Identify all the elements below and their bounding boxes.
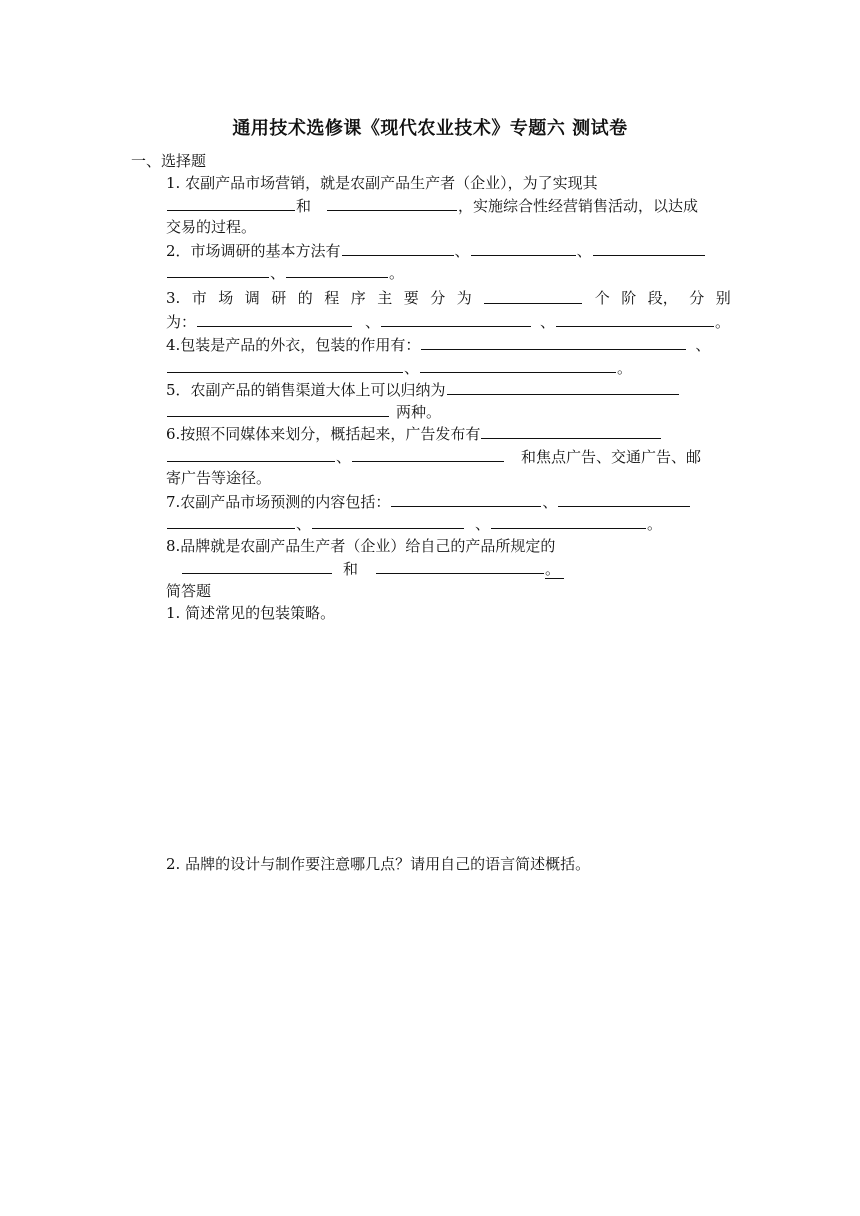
separator: 、 <box>576 242 592 260</box>
question-3-char: 为 <box>456 289 472 307</box>
question-5-line-2 <box>166 400 441 423</box>
answer-blank[interactable] <box>167 261 269 278</box>
question-1-text: 1. 农副产品市场营销，就是农副产品生产者（企业），为了实现其 <box>166 174 598 192</box>
question-1-line-1 <box>166 172 598 194</box>
question-3-char: 别 <box>715 289 731 307</box>
question-5-text: 5．农副产品的销售渠道大体上可以归纳为 <box>166 381 446 399</box>
question-4-line-2 <box>166 356 632 379</box>
question-8-line-2 <box>166 557 564 580</box>
question-3-char: 市 <box>191 289 207 307</box>
answer-blank[interactable] <box>286 261 388 278</box>
separator: 、 <box>695 336 711 354</box>
answer-blank[interactable] <box>593 239 705 256</box>
separator: 、 <box>454 242 470 260</box>
answer-blank[interactable] <box>352 445 504 462</box>
period: 。 <box>545 560 564 579</box>
answer-blank[interactable] <box>558 490 690 507</box>
question-2-line-2 <box>166 261 404 284</box>
page-title: 通用技术选修课《现代农业技术》专题六 测试卷 <box>232 118 628 139</box>
period: 。 <box>715 313 731 331</box>
question-1-text: ，实施综合性经营销售活动，以达成 <box>458 197 699 215</box>
question-2-line-1 <box>166 239 706 262</box>
question-3-char: 程 <box>324 289 340 307</box>
answer-blank[interactable] <box>556 310 714 327</box>
answer-blank[interactable] <box>420 356 616 373</box>
question-3-char: 分 <box>689 289 705 307</box>
question-3-line-2 <box>166 310 730 333</box>
separator: 、 <box>270 264 286 282</box>
question-3-text: 为： <box>166 313 197 331</box>
answer-blank[interactable] <box>376 557 544 574</box>
separator: 、 <box>540 313 556 331</box>
question-1-line-2 <box>166 194 698 217</box>
question-7-line-1 <box>166 490 691 513</box>
answer-blank[interactable] <box>182 557 332 574</box>
period: 。 <box>617 359 633 377</box>
question-8-line-1: 8.品牌就是农副产品生产者（企业）给自己的产品所规定的 <box>166 537 556 555</box>
separator: 、 <box>542 493 558 511</box>
question-6-text: 和焦点广告、交通广告、邮 <box>521 448 702 466</box>
question-3-char: 分 <box>430 289 446 307</box>
question-6-line-3: 寄广告等途径。 <box>166 469 272 487</box>
answer-blank[interactable] <box>167 356 403 373</box>
answer-blank[interactable] <box>167 512 295 529</box>
separator: 、 <box>296 515 312 533</box>
question-3-char: 场 <box>218 289 234 307</box>
period: 。 <box>389 264 405 282</box>
answer-blank[interactable] <box>447 378 679 395</box>
answer-blank[interactable] <box>471 239 576 256</box>
answer-blank[interactable] <box>381 310 531 327</box>
question-5-text: 两种。 <box>396 403 442 421</box>
question-1-text: 和 <box>296 197 312 215</box>
period: 。 <box>647 515 663 533</box>
question-6-line-1 <box>166 422 662 445</box>
short-answer-2: 2. 品牌的设计与制作要注意哪几点？请用自己的语言简述概括。 <box>166 855 591 873</box>
question-3-char: 的 <box>297 289 313 307</box>
question-3-char: 3. <box>166 289 181 307</box>
question-3-char: 主 <box>377 289 393 307</box>
question-1-line-3: 交易的过程。 <box>166 218 257 236</box>
answer-blank[interactable] <box>312 512 464 529</box>
answer-blank[interactable] <box>167 400 389 417</box>
question-5-line-1 <box>166 378 680 401</box>
question-3-char: 序 <box>350 289 366 307</box>
answer-blank[interactable] <box>342 239 454 256</box>
answer-blank[interactable] <box>481 422 661 439</box>
question-6-text: 6.按照不同媒体来划分，概括起来，广告发布有 <box>166 425 481 443</box>
question-3-char: 调 <box>244 289 260 307</box>
section-heading-short-answer: 简答题 <box>166 582 212 600</box>
question-3-char: 研 <box>271 289 287 307</box>
question-3-char: 阶 <box>621 289 637 307</box>
answer-blank[interactable] <box>421 333 686 350</box>
question-7-line-2 <box>166 512 662 535</box>
question-3-char: 要 <box>403 289 419 307</box>
answer-blank[interactable] <box>327 194 457 211</box>
answer-blank[interactable] <box>167 194 295 211</box>
question-3-char: 段， <box>647 289 678 307</box>
answer-blank[interactable] <box>391 490 541 507</box>
question-4-text: 4.包装是产品的外衣，包装的作用有： <box>166 336 421 354</box>
short-answer-1: 1. 简述常见的包装策略。 <box>166 604 336 622</box>
separator: 、 <box>475 515 491 533</box>
section-heading-choice: 一、选择题 <box>131 152 207 170</box>
question-6-line-2 <box>166 445 701 468</box>
question-7-text: 7.农副产品市场预测的内容包括： <box>166 493 391 511</box>
separator: 、 <box>336 448 352 466</box>
question-3-line-1 <box>166 287 731 309</box>
answer-blank[interactable] <box>484 287 582 304</box>
separator: 、 <box>404 359 420 377</box>
answer-blank[interactable] <box>167 445 335 462</box>
question-8-text: 和 <box>343 560 359 578</box>
separator: 、 <box>365 313 381 331</box>
answer-blank[interactable] <box>491 512 646 529</box>
answer-blank[interactable] <box>197 310 352 327</box>
question-3-char: 个 <box>594 289 610 307</box>
question-4-line-1 <box>166 333 710 356</box>
question-2-text: 2．市场调研的基本方法有 <box>166 242 341 260</box>
